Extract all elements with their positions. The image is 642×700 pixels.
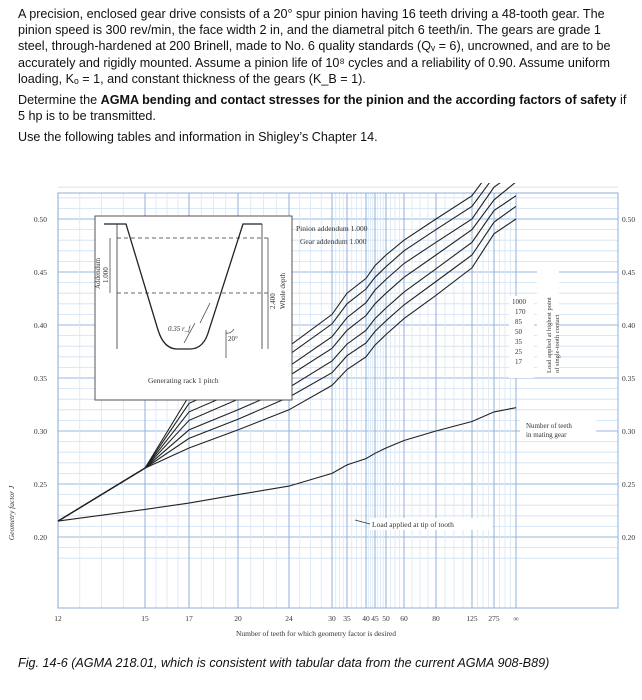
rack-inset-background bbox=[95, 216, 292, 400]
mating-teeth-label-50: 50 bbox=[515, 328, 522, 336]
x-tick-label: 30 bbox=[328, 614, 336, 623]
y-tick-label-right: 0.30 bbox=[622, 427, 636, 436]
mating-teeth-title-line2: in mating gear bbox=[526, 431, 567, 439]
x-tick-label: 40 bbox=[362, 614, 370, 623]
y-tick-label: 0.35 bbox=[33, 374, 47, 383]
mating-teeth-label-17: 17 bbox=[515, 358, 522, 366]
rack-angle-label: 20° bbox=[228, 335, 238, 343]
y-tick-label-right: 0.20 bbox=[622, 533, 636, 542]
rack-pinion-addendum-label: Pinion addendum 1.000 bbox=[296, 224, 368, 233]
load-highest-label-line1: Load applied at highest point bbox=[546, 297, 553, 373]
load-highest-label-line2: of single-tooth contact bbox=[554, 314, 561, 373]
x-tick-label: 17 bbox=[185, 614, 193, 623]
y-tick-label: 0.45 bbox=[33, 268, 47, 277]
y-tick-label: 0.40 bbox=[33, 321, 47, 330]
y-tick-label: 0.20 bbox=[33, 533, 47, 542]
x-tick-label: 275 bbox=[488, 614, 500, 623]
geometry-factor-chart bbox=[0, 183, 642, 651]
load-tip-label: Load applied at tip of tooth bbox=[372, 520, 454, 529]
task-prefix: Determine the bbox=[18, 93, 101, 108]
figure-caption: Fig. 14-6 (AGMA 218.01, which is consistent with tabular data from the current AGMA 908-B89) bbox=[18, 656, 550, 670]
y-tick-label-right: 0.45 bbox=[622, 268, 636, 277]
rack-whole-depth-value: 2.400 bbox=[269, 293, 277, 309]
y-tick-label-right: 0.40 bbox=[622, 321, 636, 330]
mating-teeth-label-1000: 1000 bbox=[512, 298, 526, 306]
x-tick-label: 125 bbox=[466, 614, 478, 623]
problem-statement bbox=[18, 6, 630, 146]
rack-fillet-label: 0.35 r_f bbox=[168, 325, 191, 333]
x-tick-label: 45 bbox=[371, 614, 379, 623]
problem-paragraph-1: A precision, enclosed gear drive consists of a 20° spur pinion having 16 teeth driving a 48-tooth gear. The pinion speed is 300 rev/min, the face width 2 in, and the diametral pitch 6 teeth/in. The gears are grade 1 steel, through-hardened at 200 Brinell, made to No. 6 quality standards (Qᵥ = 6), uncrowned, and are to be accurately and rigidly mounted. Assume a pinion life of 10⁸ cycles and a reliability of 0.90. Assume uniform loading, Kₒ = 1, and constant thickness of the gears (K_B = 1). bbox=[18, 7, 611, 86]
x-tick-label: 24 bbox=[285, 614, 293, 623]
mating-teeth-label-35: 35 bbox=[515, 338, 522, 346]
mating-teeth-label-25: 25 bbox=[515, 348, 522, 356]
problem-paragraph-2 bbox=[18, 92, 630, 124]
task-bold: AGMA bending and contact stresses for the pinion and the according factors of safety bbox=[100, 93, 617, 108]
x-tick-label: 12 bbox=[54, 614, 62, 623]
x-tick-label: 50 bbox=[382, 614, 390, 623]
y-tick-label-right: 0.50 bbox=[622, 215, 636, 224]
mating-teeth-label-85: 85 bbox=[515, 318, 522, 326]
x-tick-label: 60 bbox=[400, 614, 408, 623]
rack-whole-depth-label: Whole depth bbox=[279, 273, 287, 309]
task-suffix: if 5 hp is to be transmitted. bbox=[18, 93, 627, 124]
x-tick-label: 80 bbox=[432, 614, 440, 623]
y-tick-label-right: 0.25 bbox=[622, 480, 636, 489]
mating-teeth-label-170: 170 bbox=[515, 308, 526, 316]
x-axis-label: Number of teeth for which geometry factor is desired bbox=[236, 629, 396, 638]
x-tick-label: 20 bbox=[234, 614, 242, 623]
rack-gear-addendum-label: Gear addendum 1.000 bbox=[300, 237, 367, 246]
x-tick-label: 35 bbox=[343, 614, 351, 623]
mating-teeth-title-line1: Number of teeth bbox=[526, 422, 572, 430]
problem-paragraph-3: Use the following tables and information in Shigley’s Chapter 14. bbox=[18, 130, 378, 145]
y-tick-label: 0.25 bbox=[33, 480, 47, 489]
rack-addendum-value: 1.000 bbox=[102, 267, 110, 283]
y-tick-label-right: 0.35 bbox=[622, 374, 636, 383]
x-tick-label: 15 bbox=[141, 614, 149, 623]
y-tick-label: 0.30 bbox=[33, 427, 47, 436]
rack-caption: Generating rack 1 pitch bbox=[148, 376, 219, 385]
y-tick-label: 0.50 bbox=[33, 215, 47, 224]
x-tick-label: ∞ bbox=[513, 614, 519, 623]
y-axis-label: Geometry factor J bbox=[7, 485, 16, 541]
rack-addendum-label: Addendum bbox=[94, 257, 102, 289]
